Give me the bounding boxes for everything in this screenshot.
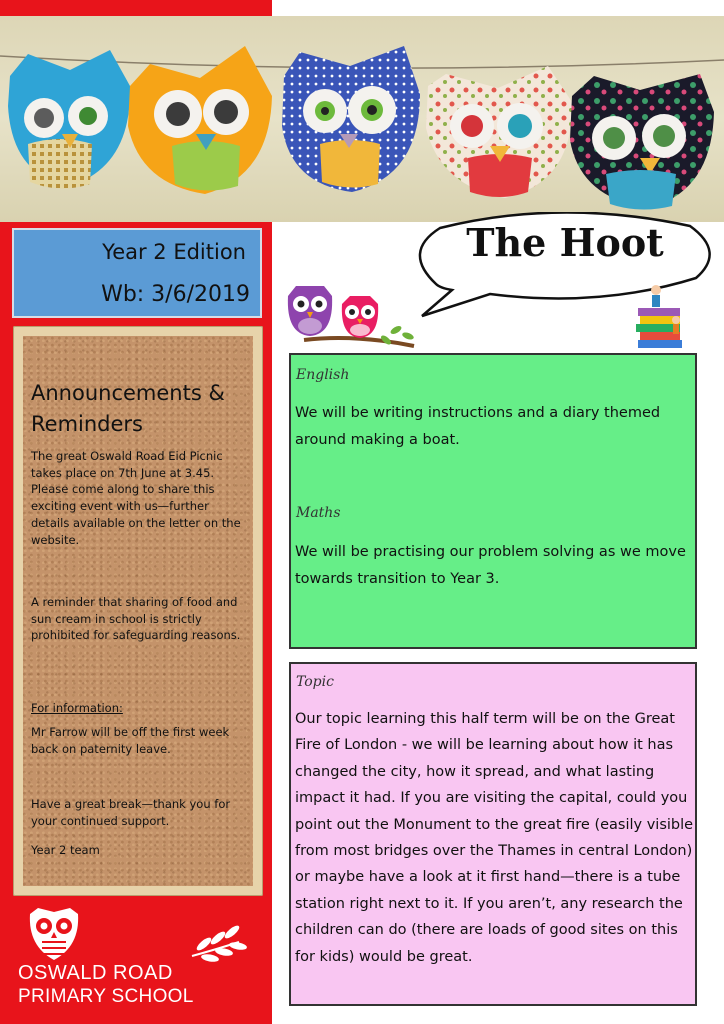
for-information-label: For information: [31,701,123,715]
newsletter-title: The Hoot [466,220,664,265]
english-maths-box [289,353,697,649]
topic-body: Our topic learning this half term will be on the Great Fire of London - we will be learning about how it has changed the city, how it spread, and what lasting impact it had. If you are visiting the capital, could you point out the Monument to the great fire (easily visible from most bridges over the Thames in central London) or maybe have a look at it first hand—there is a tube station right next to it. If you aren’t, any research the children can do (there are loads of good sites on this for kids) would be great. [295,711,694,965]
english-heading: English [296,367,350,383]
announcements-title: Announcements & Reminders [31,381,225,436]
week-beginning-date: Wb: 3/6/2019 [101,282,250,307]
school-owl-logo-icon [24,906,254,966]
topic-box [289,662,697,1006]
announcement-picnic: The great Oswald Road Eid Picnic takes place on 7th June at 3.45. Please come along to share this exciting event with us—further details available on the letter on the website. [31,449,241,547]
announcement-thanks: Have a great break—thank you for your continued support. [31,797,231,828]
school-name-line1: OSWALD ROAD [18,962,173,984]
cork-panel [23,336,253,886]
topic-heading: Topic [296,674,334,690]
books-children-icon [632,280,688,352]
red-top-bar [0,0,272,16]
school-name-line2: PRIMARY SCHOOL [18,986,194,1007]
signoff: Year 2 team [31,843,100,857]
maths-heading: Maths [296,505,341,521]
english-body: We will be writing instructions and a diary themed around making a boat. [295,405,661,448]
announcement-paternity: Mr Farrow will be off the first week back on paternity leave. [31,725,230,756]
announcement-safeguarding: A reminder that sharing of food and sun cream in school is strictly prohibited for safeguarding reasons. [31,595,241,643]
owl-banner-photo [0,16,724,222]
cartoon-owls-icon [284,282,424,354]
announcements-board [13,326,263,896]
edition-label: Year 2 Edition [102,240,246,264]
edition-box [12,228,262,318]
maths-body: We will be practising our problem solving as we move towards transition to Year 3. [295,544,686,587]
owl-bunting-illustration [0,16,724,222]
